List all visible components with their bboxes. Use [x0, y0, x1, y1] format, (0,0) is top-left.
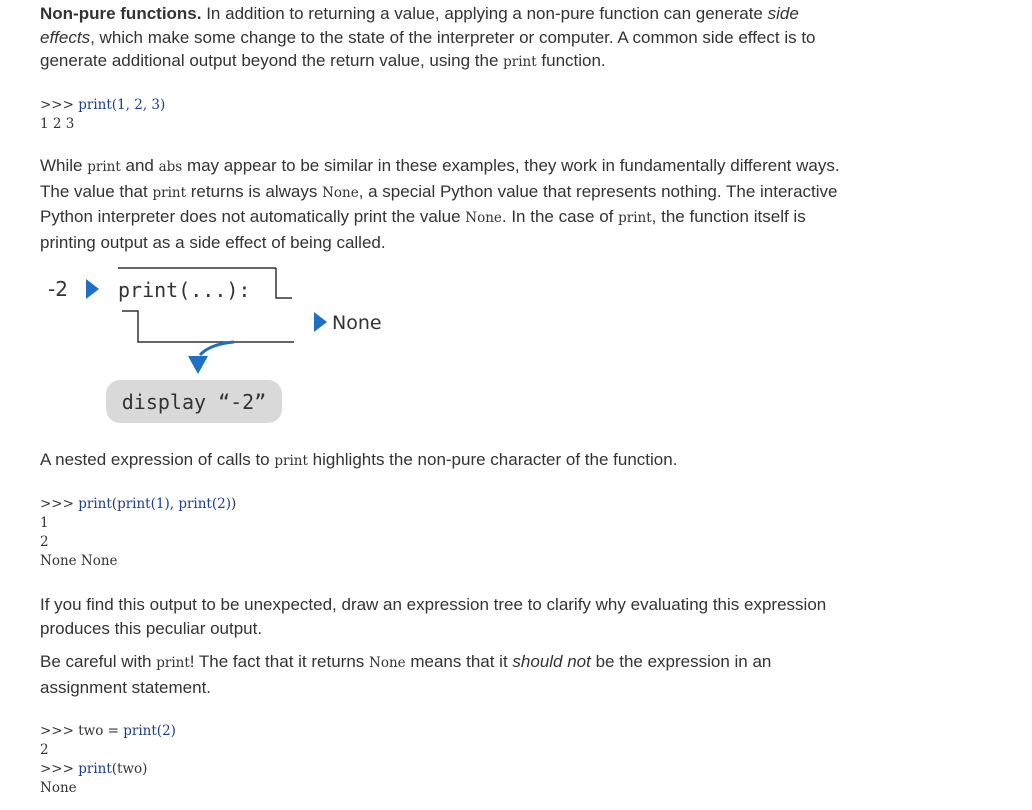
inline-code: print [618, 210, 652, 226]
code-separator: , [169, 496, 179, 512]
inline-code: print [274, 453, 308, 469]
diagram-output-value: None [332, 312, 382, 334]
code-args: (1, 2, 3) [111, 97, 166, 113]
emphasis-text: should not [512, 652, 591, 671]
code-args: (2) [211, 496, 231, 512]
paragraph-non-pure-functions [40, 2, 855, 75]
code-block-nested-print [40, 495, 236, 571]
inline-code: None [465, 210, 502, 226]
text: means that it [405, 652, 513, 671]
text: and [120, 156, 159, 175]
output-arrow-icon [314, 312, 327, 332]
prompt: >>> [40, 97, 79, 113]
code-function: print [78, 761, 112, 777]
text: . In the case of [501, 207, 619, 226]
text: function. [536, 51, 606, 70]
code-function: print [117, 496, 151, 512]
paragraph-heading: Non-pure functions. [40, 4, 202, 23]
code-args: (two) [111, 761, 148, 777]
print-function-diagram [40, 262, 460, 432]
text: , which make some change to the state of the interpreter or computer. A common side effect is to generate additional output beyond the return value, using the [40, 27, 816, 70]
code-output: 2 [40, 534, 49, 550]
function-box-corner [276, 268, 292, 298]
paragraph-expression-tree: If you find this output to be unexpected, draw an expression tree to clarify why evaluating this expression produces this peculiar output. [40, 595, 827, 638]
inline-code: print [152, 184, 187, 201]
paragraph-nested-expression [40, 448, 855, 474]
code-output: 1 [40, 515, 49, 531]
code-paren: ) [231, 496, 237, 512]
prompt: >>> [40, 496, 79, 512]
text: In addition to returning a value, applying a non-pure function can generate [201, 4, 768, 23]
inline-code: print [87, 159, 121, 175]
prompt: >>> [40, 723, 79, 739]
paragraph-print-vs-abs [40, 154, 855, 254]
code-output: None [40, 780, 77, 796]
side-effect-arrow [200, 342, 234, 355]
diagram-function-label: print(...): [118, 278, 251, 302]
text: While [40, 156, 88, 175]
inline-code: None [322, 184, 359, 201]
inline-code: print [503, 54, 537, 70]
code-statement: two = [78, 723, 124, 739]
code-function: print [178, 496, 212, 512]
emphasis-text: side effects [40, 4, 799, 47]
code-function: print [78, 97, 112, 113]
text: be the expression in an assignment statement. [40, 652, 772, 697]
code-args: (2) [156, 723, 176, 739]
prompt: >>> [40, 761, 79, 777]
text: may appear to be similar in these examples, they work in fundamentally different ways. The value that [40, 156, 840, 201]
code-paren: ( [111, 496, 118, 512]
code-output: 1 2 3 [40, 116, 75, 132]
code-function: print [78, 496, 112, 512]
side-effect-label: display “-2” [121, 390, 267, 414]
text: highlights the non-pure character of the function. [307, 450, 678, 469]
inline-code: print [156, 655, 190, 671]
text: returns is always [186, 181, 323, 201]
text: Be careful with [40, 652, 157, 671]
text: ! The fact that it returns [189, 652, 369, 671]
code-args: (1) [150, 496, 170, 512]
text: , the function itself is printing output as a side effect of being called. [40, 207, 806, 252]
code-output: 2 [40, 742, 49, 758]
code-block-print-123 [40, 96, 165, 134]
inline-code: abs [158, 159, 183, 175]
code-block-assignment [40, 722, 176, 798]
text: A nested expression of calls to [40, 450, 275, 469]
diagram-input-value: -2 [48, 277, 68, 301]
input-arrow-icon [86, 279, 99, 299]
paragraph-be-careful [40, 650, 855, 699]
code-function: print [123, 723, 157, 739]
text: , a special Python value that represents nothing. The interactive Python interpreter does not automatically print the value [40, 181, 838, 226]
inline-code: None [369, 655, 406, 671]
function-box-bottom [122, 311, 294, 342]
side-effect-arrowhead-icon [188, 356, 208, 374]
code-output: None None [40, 553, 118, 569]
